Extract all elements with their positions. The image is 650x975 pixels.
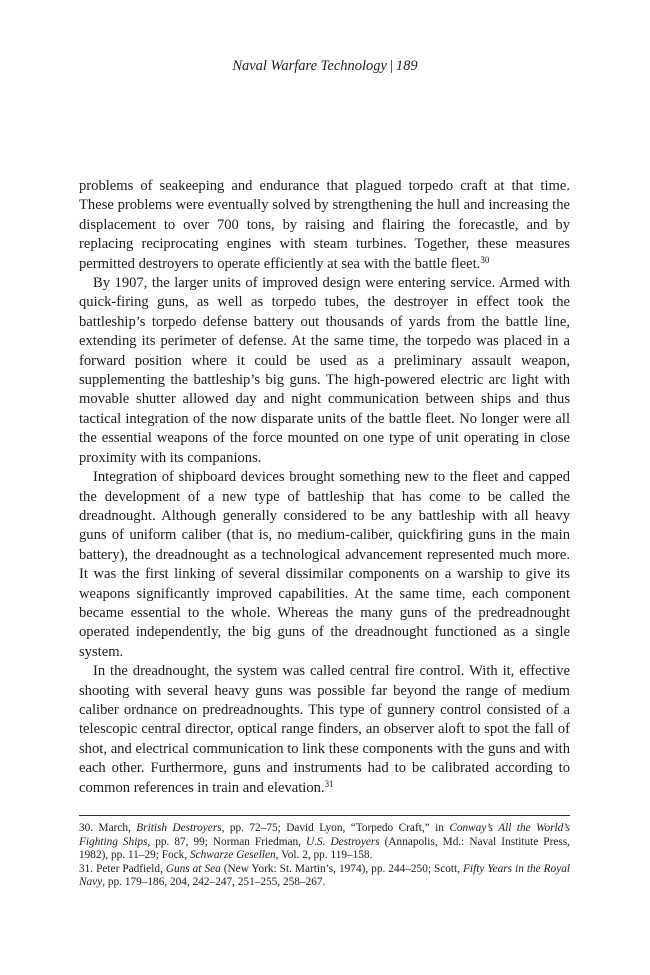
paragraph-text: In the dreadnought, the system was called central fire control. With it, effective shooting with several heavy guns was possible far beyond the range of medium caliber ordnance on predreadnoughts. This type of gunnery control consisted of a telescopic central director, optical range finders, an observer aloft to spot the fall of shot, and electrical communication to link these components with the guns and with each other. Furthermore, guns and instruments had to be calibrated according to common references in train and elevation. — [79, 663, 570, 796]
paragraph-3 — [79, 468, 570, 662]
page-number: 189 — [395, 58, 418, 74]
running-head-separator: | — [390, 58, 393, 74]
footnote-text: , pp. 87, 99; Norman Friedman, — [147, 835, 307, 848]
footnote-title: British Destroyers — [136, 822, 222, 834]
footnote-text: , Vol. 2, pp. 119–158. — [275, 849, 373, 862]
footnote-ref-30: 30 — [480, 254, 490, 265]
footnotes — [79, 822, 570, 890]
running-head — [0, 58, 650, 75]
footnote-title: Fifty Years in the Royal Navy — [79, 862, 570, 889]
footnote-text: (New York: St. Martin’s, 1974), pp. 244–250; Scott, — [220, 862, 464, 875]
footnote-title: Conway’s All the World’s Fighting Ships — [79, 822, 570, 848]
footnote-text: 31. Peter Padfield, — [79, 862, 166, 875]
paragraph-text: problems of seakeeping and endurance that plagued torpedo craft at that time. These problems were eventually solved by strengthening the hull and increasing the displacement to over 700 tons, by raising and flairing the forecastle, and by replacing reciprocating engines with steam turbines. Together, these measures permitted destroyers to operate efficiently at sea with the battle fleet. — [79, 178, 570, 272]
paragraph-2 — [79, 274, 570, 468]
paragraph-text: By 1907, the larger units of improved design were entering service. Armed with quick-firing guns, as well as torpedo tubes, the destroyer in effect took the battleship’s torpedo defense battery out thousands of yards from the battle line, extending its perimeter of defense. At the same time, the torpedo was placed in a forward position where it could be used as a preliminary assault weapon, supplementing the battleship’s big guns. The high-powered electric arc light with movable shutter allowed day and night communication between ships and thus tactical integration of the now disparate units of the battle fleet. No longer were all the essential weapons of the force mounted on one type of unit operating in close proximity with its companions. — [79, 275, 570, 466]
paragraph-text: Integration of shipboard devices brought something new to the fleet and capped the development of a new type of battleship that has come to be called the dreadnought. Although generally considered to be any battleship with all heavy guns of uniform caliber (that is, no medium-caliber, quickfiring guns in the main battery), the dreadnought as a technological advancement represented much more. It was the first linking of several dissimilar components on a warship to give its weapons significantly improved capabilities. At the same time, each component became essential to the whole. Whereas the many guns of the predreadnought operated independently, the big guns of the dreadnought functioned as a single system. — [79, 469, 570, 660]
paragraph-1 — [79, 177, 570, 274]
footnote-30 — [79, 822, 570, 863]
body-text — [79, 177, 570, 798]
footnote-divider — [79, 815, 570, 816]
paragraph-4 — [79, 662, 570, 798]
footnote-title: Schwarze Gesellen — [189, 849, 276, 862]
footnote-ref-31: 31 — [324, 778, 334, 789]
footnote-text: (Annapolis, Md.: Naval Institute Press, 1982), pp. 11–29; Fock, — [79, 835, 570, 862]
footnote-title: Guns at Sea — [165, 862, 221, 875]
footnote-text: 30. March, — [79, 822, 137, 834]
footnote-text: , pp. 72–75; David Lyon, “Torpedo Craft,” in — [221, 822, 450, 834]
running-title: Naval Warfare Technology — [232, 58, 387, 74]
footnote-31 — [79, 863, 570, 890]
footnote-title: U.S. Destroyers — [306, 835, 380, 848]
footnote-text: , pp. 179–186, 204, 242–247, 251–255, 258–267. — [102, 876, 326, 889]
